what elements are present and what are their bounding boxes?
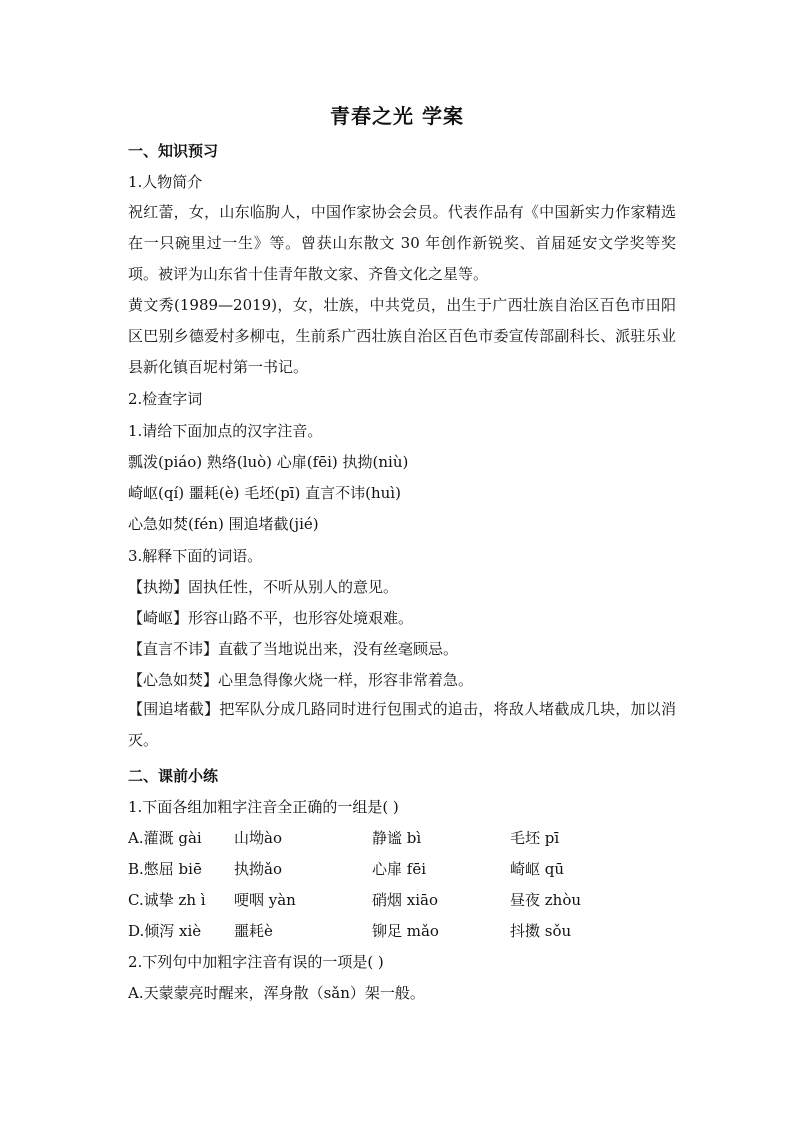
option-row-d — [128, 920, 688, 944]
option-cell: 昼夜 zhòu — [510, 891, 582, 909]
definition-5: 【围追堵截】把军队分成几路同时进行包围式的追击，将敌人堵截成几块，加以消灭。 — [128, 700, 676, 749]
question-pinyin: 1.请给下面加点的汉字注音。 — [128, 422, 323, 440]
practice-question-2: 2.下列句中加粗字注音有误的一项是( ) — [128, 953, 384, 971]
option-cell: 静谧 bì — [372, 829, 422, 847]
option-cell: 铆足 mǎo — [372, 922, 439, 940]
definition-2: 【崎岖】形容山路不平，也形容处境艰难。 — [128, 609, 414, 627]
pinyin-line-2: 崎岖(qí) 噩耗(è) 毛坯(pī) 直言不讳(huì) — [128, 484, 401, 502]
option-row-a — [128, 827, 688, 851]
bio-paragraph-1: 祝红蕾，女，山东临朐人，中国作家协会会员。代表作品有《中国新实力作家精选在一只碗里过一生》等。曾获山东散文 30 年创作新锐奖、首届延安文学奖等奖项。被评为山东省十佳青年散文家、齐鲁文化之星等。 — [128, 203, 676, 283]
subheading-bio: 1.人物简介 — [128, 173, 203, 191]
option-cell: D.倾泻 xiè — [128, 922, 202, 940]
option-cell: 硝烟 xiāo — [372, 891, 438, 909]
definition-4: 【心急如焚】心里急得像火烧一样，形容非常着急。 — [128, 671, 474, 689]
option-row-c — [128, 889, 688, 913]
option-cell: C.诚挚 zh ì — [128, 891, 206, 909]
option-cell: 山坳ào — [234, 829, 282, 847]
option-cell: 噩耗è — [234, 922, 273, 940]
section-heading-preview: 一、知识预习 — [128, 142, 219, 160]
practice-question-1: 1.下面各组加粗字注音全正确的一组是( ) — [128, 798, 399, 816]
option-cell: 哽咽 yàn — [234, 891, 296, 909]
definition-3: 【直言不讳】直截了当地说出来，没有丝毫顾忌。 — [128, 640, 459, 658]
option-cell: 抖擞 sǒu — [510, 922, 572, 940]
bio-paragraph-2: 黄文秀(1989—2019)，女，壮族，中共党员，出生于广西壮族自治区百色市田阳区巴别乡德爱村多柳屯，生前系广西壮族自治区百色市委宣传部副科长、派驻乐业县新化镇百坭村第一书记。 — [128, 296, 676, 376]
practice-question-2-option-a: A.天蒙蒙亮时醒来，浑身散（sǎn）架一般。 — [128, 984, 425, 1002]
subheading-vocab: 2.检查字词 — [128, 390, 203, 408]
page-title: 青春之光 学案 — [330, 104, 464, 128]
pinyin-line-3: 心急如焚(fén) 围追堵截(jié) — [128, 515, 319, 533]
option-cell: 心扉 fēi — [372, 860, 426, 878]
definition-1: 【执拗】固执任性，不听从别人的意见。 — [128, 578, 399, 596]
pinyin-line-1: 瓢泼(piáo) 熟络(luò) 心扉(fēi) 执拗(niù) — [128, 453, 409, 471]
option-cell: B.憋屈 biē — [128, 860, 202, 878]
option-cell: 崎岖 qū — [510, 860, 565, 878]
question-definitions: 3.解释下面的词语。 — [128, 547, 263, 565]
option-row-b — [128, 858, 688, 882]
section-heading-practice: 二、课前小练 — [128, 767, 219, 785]
option-cell: 毛坯 pī — [510, 829, 560, 847]
option-cell: A.灌溉 gài — [128, 829, 202, 847]
option-cell: 执拗ǎo — [234, 860, 282, 878]
